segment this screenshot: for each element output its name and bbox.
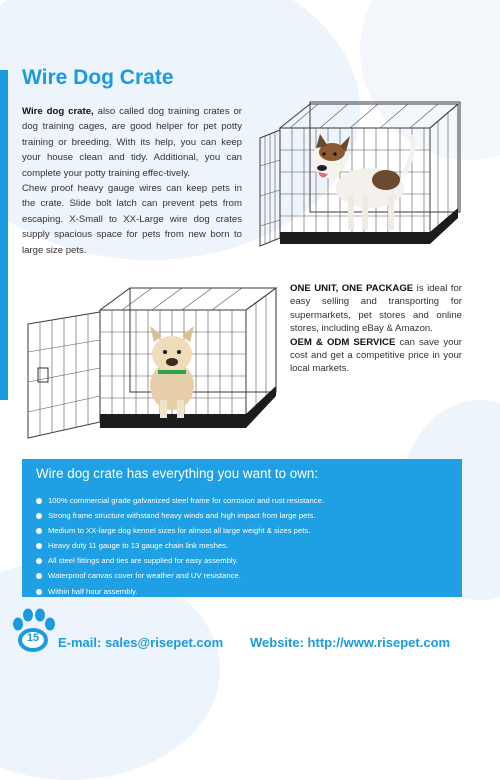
features-list [36,493,324,599]
list-item [36,553,324,568]
feature-text: Medium to XX-large dog kennel sizes for almost all large weight & sizes pets. [48,526,311,536]
feature-text: 100% commercial grade galvanized steel frame for corrosion and rust resistance. [48,496,325,505]
paw-icon [10,608,56,654]
accent-bar [0,70,8,400]
feature-text: Heavy duty 11 gauge to 13 gauge chain link meshes. [48,541,229,551]
features-panel [22,459,462,597]
bullet-icon [36,513,42,519]
list-item [36,568,324,583]
list-item [36,493,324,508]
website-link[interactable]: Website: http://www.risepet.com [250,635,451,650]
list-item [36,523,324,538]
intro-text [22,104,242,258]
page-number: 15 [26,632,40,644]
bullet-icon [36,589,42,595]
oem-body: can save your cost and get a competitive price in your local markets. [290,336,462,375]
email-link[interactable]: E-mail: sales@risepet.com [58,635,224,650]
package-lead: ONE UNIT, ONE PACKAGE [290,283,414,294]
page-footer [10,608,490,658]
crate-photo-bulldog [22,282,284,444]
intro-para2: Chew proof heavy gauge wires can keep pets in the crate. Slide bolt latch can prevent pets from escaping. X-Small to XX-Large wire dog crates supply spacious space for pets from new born to large size pets. [22,183,242,256]
crate-photo-terrier [258,96,470,254]
page-title: Wire Dog Crate [22,66,174,89]
bullet-icon [36,528,42,534]
bullet-icon [36,543,42,549]
bullet-icon [36,558,42,564]
list-item [36,508,324,523]
bullet-icon [36,573,42,579]
package-body: is ideal for easy selling and transporting for supermarkets, pet stores and online stores, including eBay & Amazon. [290,283,462,335]
list-item [36,584,324,599]
feature-text: All steel fittings and ties are supplied for easy assembly. [48,556,239,566]
bullet-icon [36,498,42,504]
feature-text: Waterproof canvas cover for weather and UV resistance. [48,571,241,581]
feature-text: Strong frame structure withstand heavy winds and high impact from large pets. [48,511,316,521]
package-text [290,282,462,376]
intro-lead: Wire dog crate, [22,106,94,117]
list-item [36,538,324,553]
features-title: Wire dog crate has everything you want to own: [36,466,319,481]
intro-para1: also called dog training crates or dog training cages, are good helper for pet potty training or breeding. With its help, you can keep your house clean and tidy. Additional, you can complete your potty training effec-tively. [22,106,242,179]
oem-lead: OEM & ODM SERVICE [290,336,396,348]
feature-text: Within half hour assembly. [48,586,138,596]
